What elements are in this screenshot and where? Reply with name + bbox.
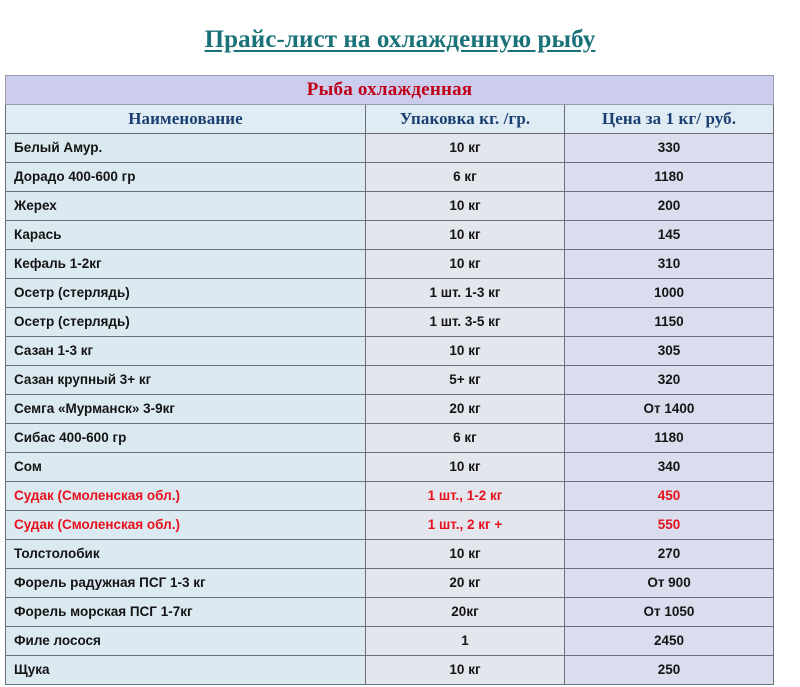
table-row [6,133,774,162]
cell-price: 330 [565,133,774,162]
table-row [6,336,774,365]
price-table-body [6,75,774,684]
cell-pack: 6 кг [366,162,565,191]
cell-price: 1180 [565,162,774,191]
cell-name: Судак (Смоленская обл.) [6,510,366,539]
cell-name: Филе лосося [6,626,366,655]
cell-name: Толстолобик [6,539,366,568]
table-header-row [6,104,774,133]
cell-pack: 10 кг [366,133,565,162]
page-title: Прайс-лист на охлажденную рыбу [204,25,596,53]
cell-pack: 10 кг [366,220,565,249]
price-table [5,75,774,685]
table-row [6,191,774,220]
cell-pack: 20 кг [366,568,565,597]
table-row [6,249,774,278]
cell-pack: 1 шт. 1-3 кг [366,278,565,307]
cell-name: Жерех [6,191,366,220]
cell-name: Белый Амур. [6,133,366,162]
cell-pack: 6 кг [366,423,565,452]
table-row [6,481,774,510]
cell-pack: 1 шт. 3-5 кг [366,307,565,336]
table-row [6,597,774,626]
table-row [6,452,774,481]
cell-price: От 1400 [565,394,774,423]
table-row [6,510,774,539]
cell-pack: 20кг [366,597,565,626]
cell-price: 2450 [565,626,774,655]
cell-name: Карась [6,220,366,249]
table-row [6,307,774,336]
cell-price: 270 [565,539,774,568]
cell-pack: 1 [366,626,565,655]
cell-price: 1000 [565,278,774,307]
cell-pack: 10 кг [366,539,565,568]
cell-price: 1180 [565,423,774,452]
column-header-name: Наименование [6,104,366,133]
cell-name: Сом [6,452,366,481]
cell-name: Семга «Мурманск» 3-9кг [6,394,366,423]
cell-price: 305 [565,336,774,365]
table-row [6,220,774,249]
cell-name: Кефаль 1-2кг [6,249,366,278]
table-row [6,278,774,307]
cell-name: Форель радужная ПСГ 1-3 кг [6,568,366,597]
cell-price: 200 [565,191,774,220]
cell-price: 450 [565,481,774,510]
cell-pack: 10 кг [366,655,565,684]
cell-price: 250 [565,655,774,684]
cell-pack: 10 кг [366,249,565,278]
table-banner-row [6,75,774,104]
column-header-price: Цена за 1 кг/ руб. [565,104,774,133]
cell-price: 310 [565,249,774,278]
table-row [6,162,774,191]
table-row [6,423,774,452]
table-banner-label: Рыба охлажденная [6,75,774,104]
price-list-page [0,17,800,687]
cell-price: 1150 [565,307,774,336]
cell-pack: 10 кг [366,191,565,220]
cell-price: 320 [565,365,774,394]
table-row [6,365,774,394]
cell-pack: 10 кг [366,336,565,365]
cell-pack: 1 шт., 2 кг + [366,510,565,539]
cell-price: 340 [565,452,774,481]
column-header-pack: Упаковка кг. /гр. [366,104,565,133]
table-row [6,394,774,423]
cell-price: От 1050 [565,597,774,626]
cell-name: Осетр (стерлядь) [6,278,366,307]
cell-price: 145 [565,220,774,249]
cell-pack: 1 шт., 1-2 кг [366,481,565,510]
cell-pack: 10 кг [366,452,565,481]
cell-pack: 20 кг [366,394,565,423]
cell-name: Осетр (стерлядь) [6,307,366,336]
cell-name: Щука [6,655,366,684]
cell-price: От 900 [565,568,774,597]
cell-name: Судак (Смоленская обл.) [6,481,366,510]
cell-name: Сазан 1-3 кг [6,336,366,365]
price-table-container [5,75,773,685]
table-row [6,568,774,597]
cell-price: 550 [565,510,774,539]
cell-name: Форель морская ПСГ 1-7кг [6,597,366,626]
table-row [6,626,774,655]
cell-name: Сибас 400-600 гр [6,423,366,452]
cell-name: Сазан крупный 3+ кг [6,365,366,394]
table-row [6,539,774,568]
cell-pack: 5+ кг [366,365,565,394]
cell-name: Дорадо 400-600 гр [6,162,366,191]
